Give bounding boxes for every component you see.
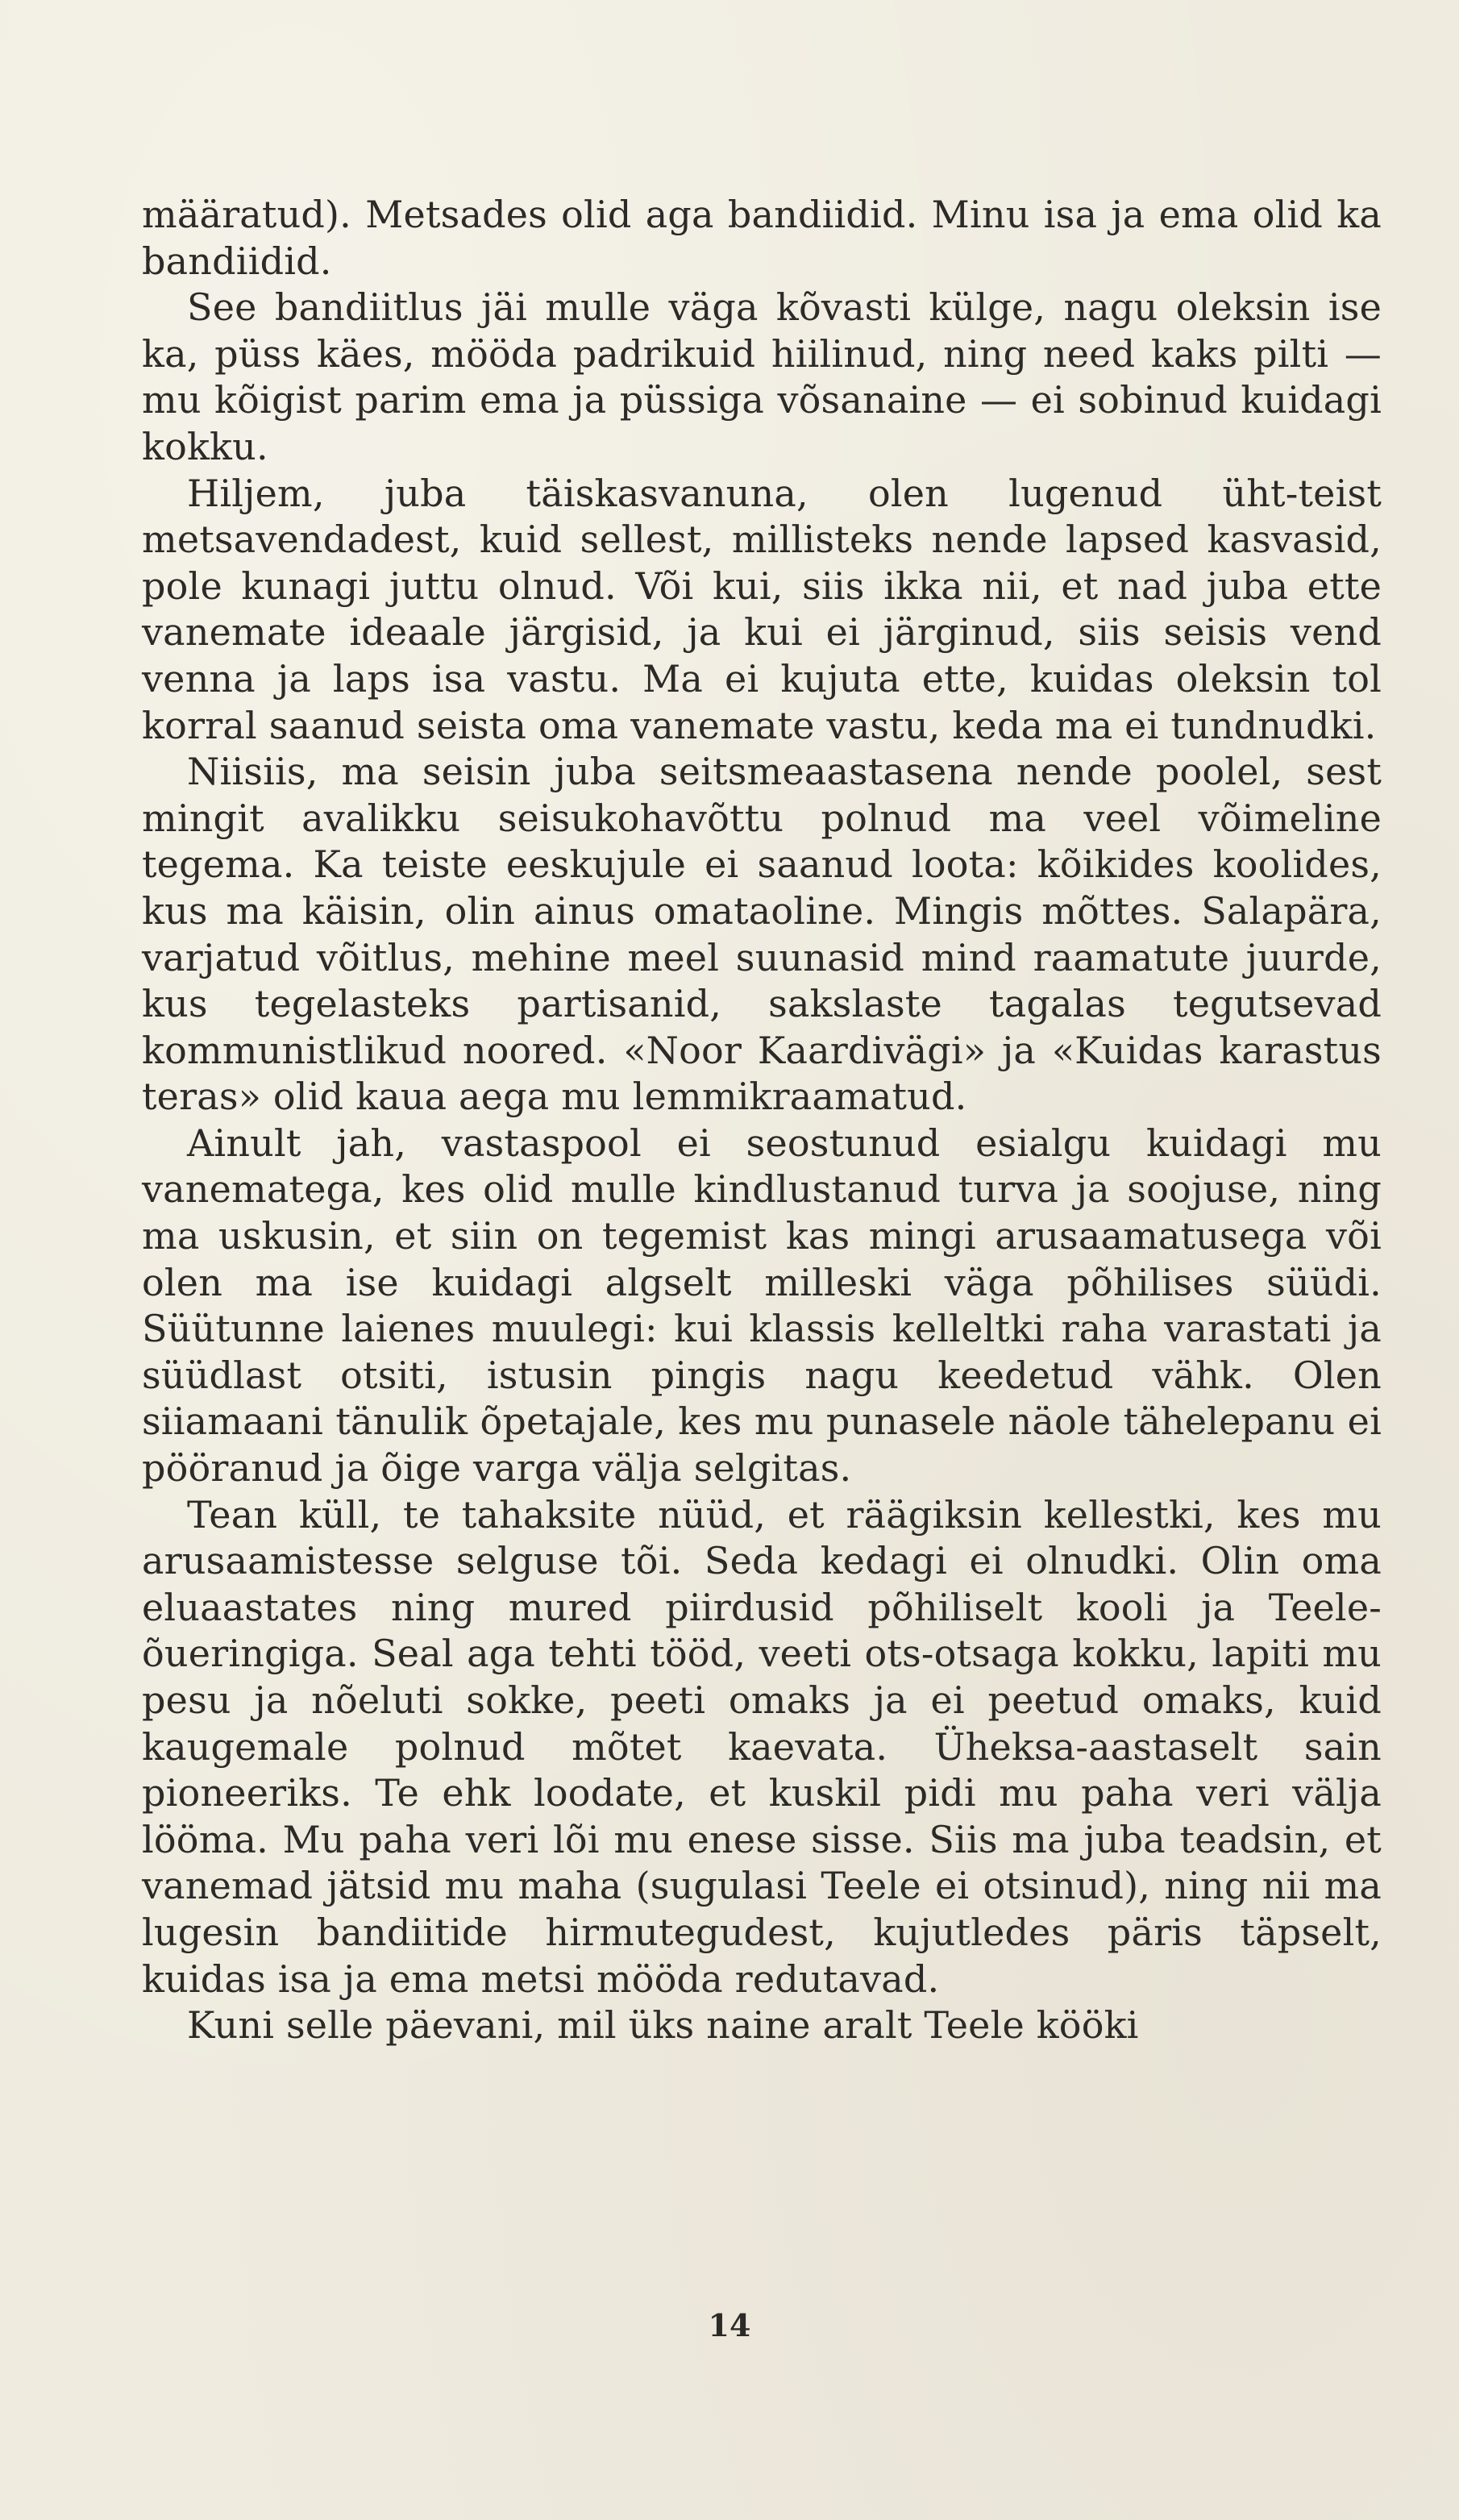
paragraph-5: Ainult jah, vastaspool ei seostunud esialgu kuidagi mu vanematega, kes olid mulle kindlustanud turva ja soojuse, ning ma uskusin, et siin on tegemist kas mingi arusaamatusega või olen ma ise kuidagi algselt milleski väga põhilises süüdi. Süütunne laienes muulegi: kui klassis kelleltki raha varastati ja süüdlast otsiti, istusin pingis nagu keedetud vähk. Olen siiamaani tänulik õpetajale, kes mu punasele näole tähelepanu ei pööranud ja õige varga välja selgitas. <box>142 1121 1382 1491</box>
paragraph-7: Kuni selle päevani, mil üks naine aralt Teele kööki <box>187 2003 1139 2048</box>
paragraph-6: Tean küll, te tahaksite nüüd, et räägiksin kellestki, kes mu arusaamistesse selguse tõi. Seda kedagi ei olnudki. Olin oma eluaastates ning mured piirdusid põhiliselt kooli ja Teele-õueringiga. Seal aga tehti tööd, veeti ots-otsaga kokku, lapiti mu pesu ja nõeluti sokke, peeti omaks ja ei peetud omaks, kuid kaugemale polnud mõtet kaevata. Üheksa-aastaselt sain pioneeriks. Te ehk loodate, et kuskil pidi mu paha veri välja lööma. Mu paha veri lõi mu enese sisse. Siis ma juba teadsin, et vanemad jätsid mu maha (sugulasi Teele ei otsinud), ning nii ma lugesin bandiitide hirmutegudest, kujutledes päris täpselt, kuidas isa ja ema metsi mööda redutavad. <box>142 1492 1382 2001</box>
paragraph-4: Niisiis, ma seisin juba seitsmeaastasena nende poolel, sest mingit avalikku seisukohavõttu polnud ma veel võimeline tegema. Ka teiste eeskujule ei saanud loota: kõikides koolides, kus ma käisin, olin ainus omataoline. Mingis mõttes. Salapära, varjatud võitlus, mehine meel suunasid mind raamatute juurde, kus tegelasteks partisanid, sakslaste tagalas tegutsevad kommunistlikud noored. «Noor Kaardivägi» ja «Kuidas karastus teras» olid kaua aega mu lemmikraamatud. <box>142 750 1382 1119</box>
page-body-text <box>142 192 1382 2049</box>
paragraph-1: määratud). Metsades olid aga bandiidid. Minu isa ja ema olid ka bandiidid. <box>142 193 1382 283</box>
page-number: 14 <box>708 2307 751 2343</box>
paragraph-3: Hiljem, juba täiskasvanuna, olen lugenud üht-teist metsavendadest, kuid sellest, millisteks nende lapsed kasvasid, pole kunagi juttu olnud. Või kui, siis ikka nii, et nad juba ette vanemate ideaale järgisid, ja kui ei järginud, siis seisis vend venna ja laps isa vastu. Ma ei kujuta ette, kuidas oleksin tol korral saanud seista oma vanemate vastu, keda ma ei tundnudki. <box>142 471 1382 747</box>
paragraph-2: See bandiitlus jäi mulle väga kõvasti külge, nagu oleksin ise ka, püss käes, mööda padrikuid hiilinud, ning need kaks pilti — mu kõigist parim ema ja püssiga võsanaine — ei sobinud kuidagi kokku. <box>142 285 1382 468</box>
